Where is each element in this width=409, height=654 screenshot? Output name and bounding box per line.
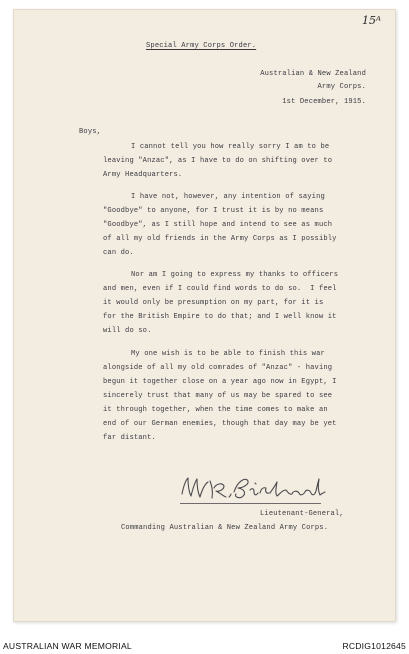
address-line-2: Army Corps. — [317, 83, 366, 91]
paragraph-line: end of our German enemies, though that day may be yet — [103, 420, 337, 428]
order-heading: Special Army Corps Order. — [146, 42, 257, 50]
handwritten-signature — [176, 472, 326, 506]
paragraph-line: for the British Empire to do that; and I well know it — [103, 313, 337, 321]
folio-number: 15ᴬ — [362, 14, 381, 27]
paragraph-line: will do so. — [103, 327, 152, 335]
paragraph-line: alongside of all my old comrades of "Anzac" - having — [103, 364, 333, 372]
signature-rule — [180, 503, 321, 504]
paragraph-line: I cannot tell you how really sorry I am to be — [131, 143, 330, 151]
paragraph-line: sincerely trust that many of us may be spared to see — [103, 392, 333, 400]
paragraph-line: "Goodbye", as I still hope and intend to see as much — [103, 221, 333, 229]
paragraph-line: leaving "Anzac", as I have to do on shifting over to — [103, 157, 333, 165]
archive-credit: AUSTRALIAN WAR MEMORIAL — [3, 641, 132, 651]
paragraph-line: begun it together close on a year ago now in Egypt, I — [103, 378, 337, 386]
paragraph-line: Nor am I going to express my thanks to officers — [131, 271, 339, 279]
record-id: RCDIG1012645 — [342, 641, 406, 651]
order-date: 1st December, 1915. — [282, 98, 366, 106]
signatory-rank: Lieutenant-General, — [260, 510, 344, 518]
paragraph-line: My one wish is to be able to finish this war — [131, 350, 325, 358]
paragraph-line: and men, even if I could find words to do so. I feel — [103, 285, 337, 293]
address-line-1: Australian & New Zealand — [260, 70, 366, 78]
paragraph-line: I have not, however, any intention of saying — [131, 193, 325, 201]
paragraph-line: far distant. — [103, 434, 156, 442]
paragraph-line: it would only be presumption on my part, for it is — [103, 299, 324, 307]
signatory-command: Commanding Australian & New Zealand Army Corps. — [121, 524, 329, 532]
paragraph-line: it through together, when the time comes to make an — [103, 406, 328, 414]
salutation: Boys, — [79, 128, 102, 136]
paragraph-line: can do. — [103, 249, 134, 257]
paragraph-line: Army Headquarters. — [103, 171, 183, 179]
paragraph-line: "Goodbye" to anyone, for I trust it is by no means — [103, 207, 324, 215]
paragraph-line: of all my old friends in the Army Corps as I possibly — [103, 235, 337, 243]
